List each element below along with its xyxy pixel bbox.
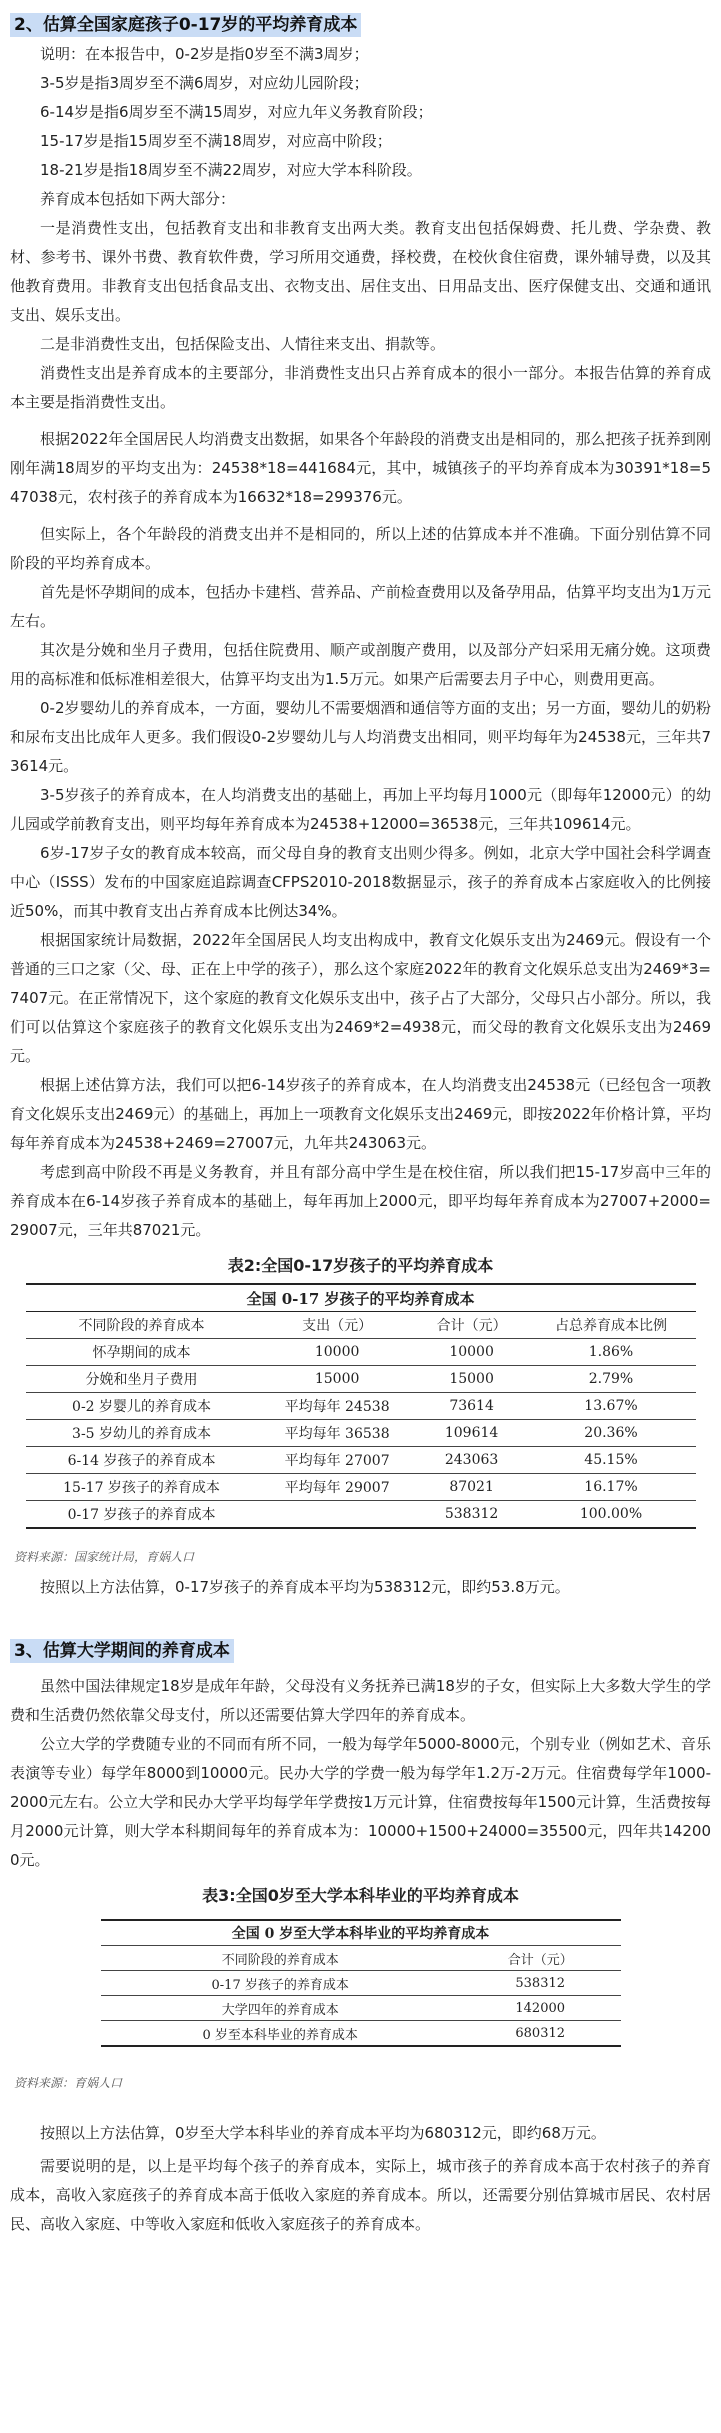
table-row [26,1366,696,1393]
table-cell: 6-14 岁孩子的养育成本 [26,1447,258,1474]
table-2-title: 全国 0-17 岁孩子的平均养育成本 [26,1284,696,1312]
table-header-row [26,1312,696,1339]
document-page [0,10,721,2433]
table-cell: 0-17 岁孩子的养育成本 [26,1501,258,1529]
table-3-caption: 表3:全国0岁至大学本科毕业的平均养育成本 [202,1886,519,1905]
table-cell: 100.00% [527,1501,696,1529]
paragraph: 其次是分娩和坐月子费用，包括住院费用、顺产或剖腹产费用，以及部分产妇采用无痛分娩。这项费用的高标准和低标准相差很大，估算平均支出为1.5万元。如果产后需要去月子中心，则费用更高。 [10,641,711,688]
table-cell: 大学四年的养育成本 [101,1996,460,2021]
paragraph: 公立大学的学费随专业的不同而有所不同，一般为每学年5000-8000元，个别专业（例如艺术、音乐表演等专业）每学年8000到10000元。民办大学的学费一般为每学年1.2万-2万元。住宿费每学年1000-2000元左右。公立大学和民办大学平均每学年学费按1万元计算，住宿费按每年1500元计算，生活费按每月2000元计算，则大学本科期间每年的养育成本为：10000+1500+24000=35500元，四年共142000元。 [10,1735,711,1869]
table-cell: 15000 [417,1366,527,1393]
table-cell: 243063 [417,1447,527,1474]
paragraph: 首先是怀孕期间的成本，包括办卡建档、营养品、产前检查费用以及备孕用品，估算平均支出为1万元左右。 [10,583,711,630]
table-3 [101,1919,621,2047]
table-2-caption: 表2:全国0-17岁孩子的平均养育成本 [227,1256,494,1275]
table-cell: 3-5 岁幼儿的养育成本 [26,1420,258,1447]
column-header: 不同阶段的养育成本 [101,1946,460,1971]
table-row [101,1971,621,1996]
paragraph: 养育成本包括如下两大部分： [40,190,236,208]
paragraph: 一是消费性支出，包括教育支出和非教育支出两大类。教育支出包括保姆费、托儿费、学杂费、教材、参考书、课外书费、教育软件费，学习所用交通费，择校费，在校伙食住宿费，课外辅导费，以及其他教育费用。非教育支出包括食品支出、衣物支出、居住支出、日用品支出、医疗保健支出、交通和通讯支出、娱乐支出。 [10,219,711,324]
paragraph: 虽然中国法律规定18岁是成年年龄，父母没有义务抚养已满18岁的子女，但实际上大多数大学生的学费和生活费仍然依靠父母支付，所以还需要估算大学四年的养育成本。 [10,1677,711,1724]
table-row-total [101,2021,621,2047]
table-cell: 16.17% [527,1474,696,1501]
table-cell: 怀孕期间的成本 [26,1339,258,1366]
paragraph: 考虑到高中阶段不再是义务教育，并且有部分高中学生是在校住宿，所以我们把15-17岁高中三年的养育成本在6-14岁孩子养育成本的基础上，每年再加上2000元，即平均每年养育成本为27007+2000=29007元，三年共87021元。 [10,1163,711,1239]
column-header: 占总养育成本比例 [527,1312,696,1339]
paragraph: 消费性支出是养育成本的主要部分，非消费性支出只占养育成本的很小一部分。本报告估算的养育成本主要是指消费性支出。 [10,364,711,411]
paragraph: 根据国家统计局数据，2022年全国居民人均支出构成中，教育文化娱乐支出为2469元。假设有一个普通的三口之家（父、母、正在上中学的孩子），那么这个家庭2022年的教育文化娱乐总支出为2469*3=7407元。在正常情况下，这个家庭的教育文化娱乐支出中，孩子占了大部分，父母只占小部分。所以，我们可以估算这个家庭孩子的教育文化娱乐支出为2469*2=4938元，而父母的教育文化娱乐支出为2469元。 [10,931,711,1065]
paragraph: 15-17岁是指15周岁至不满18周岁，对应高中阶段； [40,132,392,150]
paragraph: 按照以上方法估算，0-17岁孩子的养育成本平均为538312元，即约53.8万元。 [40,1578,570,1596]
table-row-total [26,1501,696,1529]
table-cell: 0-2 岁婴儿的养育成本 [26,1393,258,1420]
table-row [26,1447,696,1474]
table-cell: 平均每年 27007 [258,1447,417,1474]
paragraph: 二是非消费性支出，包括保险支出、人情往来支出、捐款等。 [40,335,446,353]
table-cell: 10000 [417,1339,527,1366]
table-2 [26,1283,696,1529]
paragraph: 3-5岁是指3周岁至不满6周岁，对应幼儿园阶段； [40,74,369,92]
paragraph: 需要说明的是，以上是平均每个孩子的养育成本，实际上，城市孩子的养育成本高于农村孩子的养育成本，高收入家庭孩子的养育成本高于低收入家庭的养育成本。所以，还需要分别估算城市居民、农村居民、高收入家庭、中等收入家庭和低收入家庭孩子的养育成本。 [10,2157,711,2233]
paragraph: 根据2022年全国居民人均消费支出数据，如果各个年龄段的消费支出是相同的，那么把孩子抚养到刚刚年满18周岁的平均支出为：24538*18=441684元，其中，城镇孩子的平均养育成本为30391*18=547038元，农村孩子的养育成本为16632*18=299376元。 [10,430,711,506]
paragraph: 6岁-17岁子女的教育成本较高，而父母自身的教育支出则少得多。例如，北京大学中国社会科学调查中心（ISSS）发布的中国家庭追踪调查CFPS2010-2018数据显示，孩子的养育成本占家庭收入的比例接近50%，而其中教育支出占养育成本比例达34%。 [10,844,711,920]
table-cell: 15-17 岁孩子的养育成本 [26,1474,258,1501]
table-cell: 2.79% [527,1366,696,1393]
paragraph: 3-5岁孩子的养育成本，在人均消费支出的基础上，再加上平均每月1000元（即每年12000元）的幼儿园或学前教育支出，则平均每年养育成本为24538+12000=36538元，三年共109614元。 [10,786,711,833]
table-cell: 20.36% [527,1420,696,1447]
paragraph: 但实际上，各个年龄段的消费支出并不是相同的，所以上述的估算成本并不准确。下面分别估算不同阶段的平均养育成本。 [10,525,711,572]
table-cell: 87021 [417,1474,527,1501]
column-header: 合计（元） [417,1312,527,1339]
table-cell: 15000 [258,1366,417,1393]
section-2-title: 2、估算全国家庭孩子0-17岁的平均养育成本 [10,10,721,40]
table-cell: 109614 [417,1420,527,1447]
table-cell [258,1501,417,1529]
table-3-title: 全国 0 岁至大学本科毕业的平均养育成本 [101,1920,621,1946]
paragraph: 18-21岁是指18周岁至不满22周岁，对应大学本科阶段。 [40,161,422,179]
table-row [26,1420,696,1447]
paragraph: 按照以上方法估算，0岁至大学本科毕业的养育成本平均为680312元，即约68万元。 [40,2124,606,2142]
paragraph: 0-2岁婴幼儿的养育成本，一方面，婴幼儿不需要烟酒和通信等方面的支出；另一方面，婴幼儿的奶粉和尿布支出比成年人更多。我们假设0-2岁婴幼儿与人均消费支出相同，则平均每年为24538元，三年共73614元。 [10,699,711,775]
table-row [26,1393,696,1420]
table-row [26,1474,696,1501]
table-cell: 13.67% [527,1393,696,1420]
table-2-source: 资料来源：国家统计局，育娲人口 [14,1550,195,1564]
table-cell: 45.15% [527,1447,696,1474]
paragraph: 说明：在本报告中，0-2岁是指0岁至不满3周岁； [40,45,369,63]
column-header: 合计（元） [460,1946,621,1971]
paragraph: 根据上述估算方法，我们可以把6-14岁孩子的养育成本，在人均消费支出24538元（已经包含一项教育文化娱乐支出2469元）的基础上，再加上一项教育文化娱乐支出2469元，即按2022年价格计算，平均每年养育成本为24538+2469=27007元，九年共243063元。 [10,1076,711,1152]
column-header: 支出（元） [258,1312,417,1339]
table-cell: 平均每年 24538 [258,1393,417,1420]
section-3-title: 3、估算大学期间的养育成本 [10,1636,721,1666]
table-cell: 680312 [460,2021,621,2047]
table-cell: 0 岁至本科毕业的养育成本 [101,2021,460,2047]
table-cell: 538312 [460,1971,621,1996]
column-header: 不同阶段的养育成本 [26,1312,258,1339]
table-row [26,1339,696,1366]
table-cell: 平均每年 29007 [258,1474,417,1501]
table-cell: 分娩和坐月子费用 [26,1366,258,1393]
table-3-source: 资料来源：育娲人口 [14,2076,123,2090]
section-2-body [0,40,721,1245]
table-cell: 10000 [258,1339,417,1366]
table-cell: 73614 [417,1393,527,1420]
paragraph: 6-14岁是指6周岁至不满15周岁，对应九年义务教育阶段； [40,103,433,121]
table-cell: 1.86% [527,1339,696,1366]
table-header-row [101,1946,621,1971]
table-cell: 平均每年 36538 [258,1420,417,1447]
table-row [101,1996,621,2021]
table-cell: 142000 [460,1996,621,2021]
table-cell: 0-17 岁孩子的养育成本 [101,1971,460,1996]
table-cell: 538312 [417,1501,527,1529]
